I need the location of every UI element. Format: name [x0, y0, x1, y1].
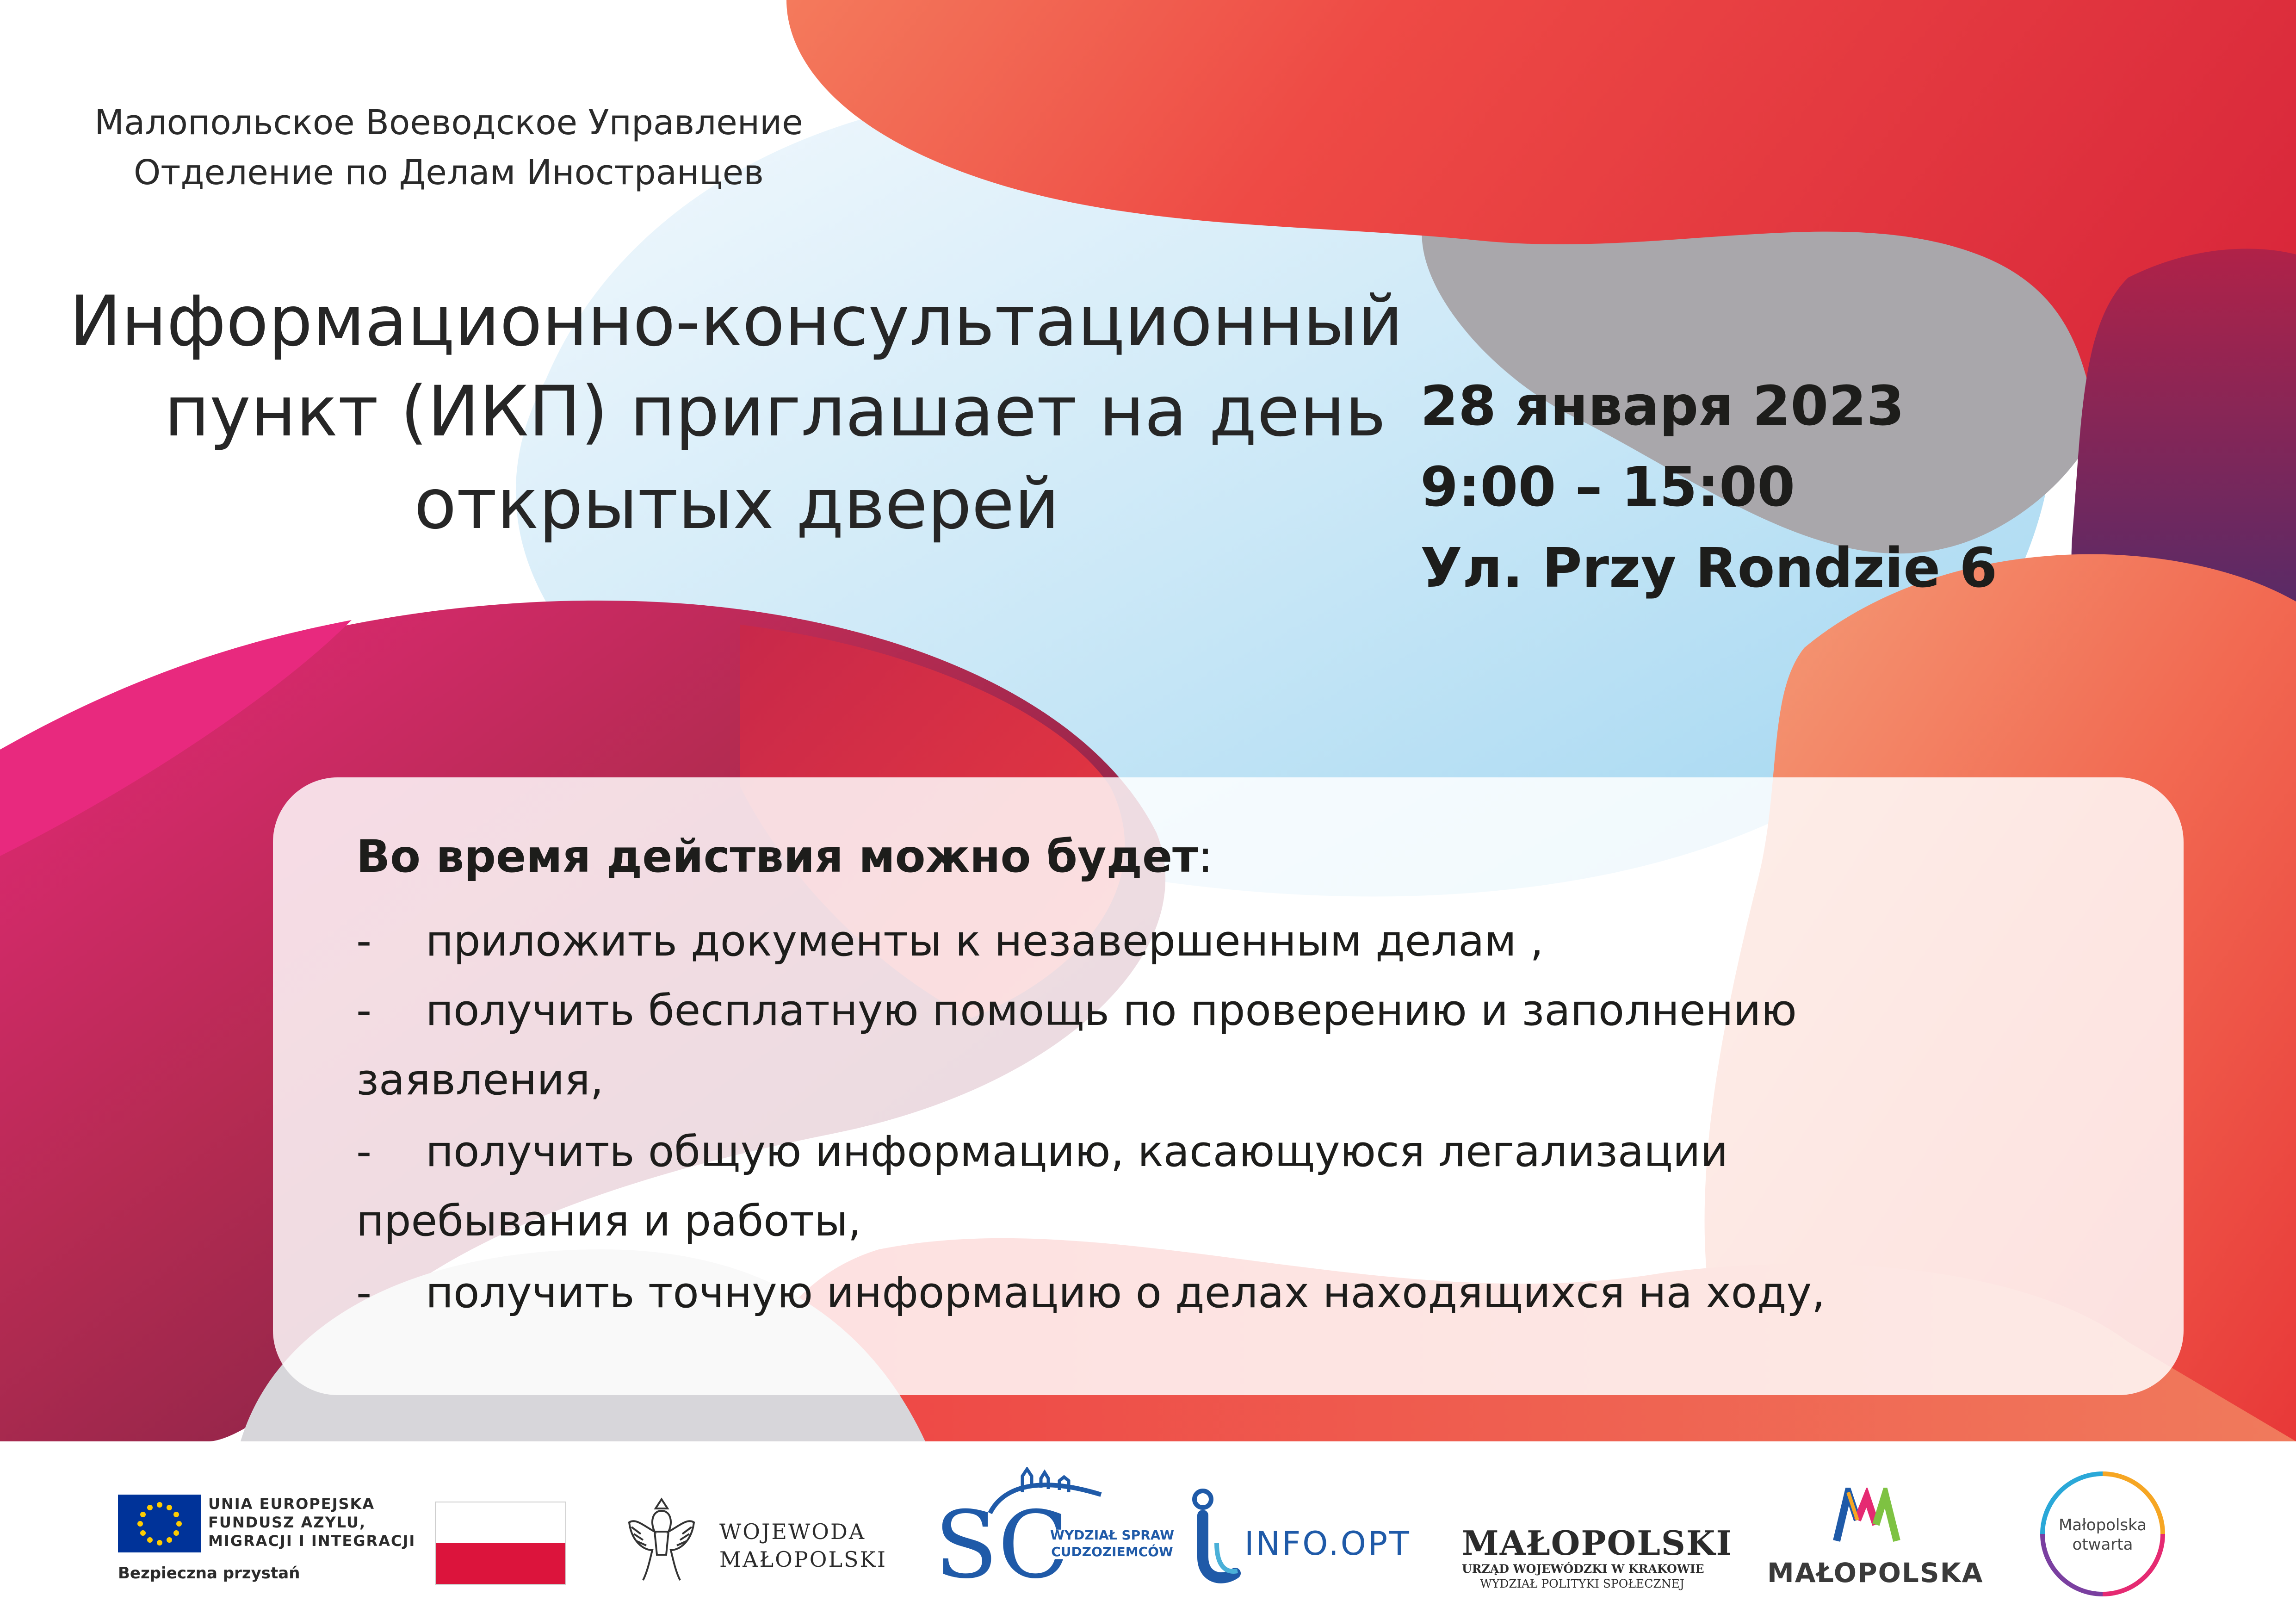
event-address: Ул. Przy Rondzie 6	[1420, 536, 1998, 600]
eu-line-1: UNIA EUROPEJSKA	[208, 1495, 375, 1513]
malopolska-text: MAŁOPOLSKA	[1767, 1557, 1984, 1589]
eu-flag-icon	[118, 1495, 201, 1552]
footer-logos	[0, 1441, 2296, 1620]
event-details	[1420, 366, 1997, 608]
eu-fund-logo	[118, 1495, 416, 1587]
otwarta-text	[2036, 1515, 2170, 1554]
info-i-icon	[1189, 1488, 1244, 1589]
malopolska-otwarta-logo	[2036, 1467, 2170, 1601]
malopolski-line-2: WYDZIAŁ POLITYKI SPOŁECZNEJ	[1480, 1577, 1684, 1590]
sc-letters: SC	[934, 1491, 1069, 1599]
wojewoda-line-2: MAŁOPOLSKI	[719, 1547, 887, 1572]
eu-tagline: Bezpieczna przystań	[118, 1564, 300, 1583]
otwarta-line-2: otwarta	[2072, 1535, 2133, 1554]
malopolska-logo	[1763, 1488, 1984, 1599]
headline-line-2: пункт (ИКП) приглашает на день	[164, 372, 1386, 452]
malopolski-urzad-logo	[1462, 1523, 1733, 1599]
headline-line-3: открытых дверей	[414, 464, 1060, 545]
event-date: 28 января 2023	[1420, 374, 1905, 438]
bullet-dash: -	[356, 916, 372, 966]
malopolska-m-icon	[1832, 1488, 1901, 1543]
bullet-dash: -	[356, 986, 372, 1035]
bullet-dash: -	[356, 1127, 372, 1176]
poland-flag-icon	[435, 1502, 566, 1585]
sc-department-logo	[934, 1467, 1175, 1601]
malopolski-title: MAŁOPOLSKI	[1462, 1523, 1733, 1563]
event-time: 9:00 – 15:00	[1420, 455, 1795, 519]
eu-line-2: FUNDUSZ AZYLU,	[208, 1514, 366, 1531]
info-opt-text: INFO.OPT	[1244, 1525, 1411, 1563]
panel-heading-colon: :	[1198, 831, 1213, 882]
list-item-text: получить общую информацию, касающуюся легализации	[426, 1127, 1728, 1176]
list-item-text: получить точную информацию о делах находящихся на ходу,	[426, 1268, 1826, 1317]
eu-line-3: MIGRACJI I INTEGRACJI	[208, 1532, 416, 1550]
list-item-text: получить бесплатную помощь по проверению и заполнению	[426, 986, 1797, 1035]
sc-line-1: WYDZIAŁ SPRAW	[1050, 1527, 1175, 1543]
wojewoda-line-1: WOJEWODA	[719, 1519, 866, 1544]
list-item-continuation: заявления,	[356, 1055, 604, 1105]
info-opt-logo	[1189, 1488, 1420, 1589]
panel-heading-text: Во время действия можно будет	[356, 831, 1198, 882]
malopolski-line-1: URZĄD WOJEWÓDZKI W KRAKOWIE	[1462, 1562, 1704, 1576]
department-name: Отделение по Делам Иностранцев	[134, 153, 764, 192]
headline-line-1: Информационно-консультационный	[69, 281, 1403, 362]
otwarta-line-1: Małopolska	[2058, 1516, 2147, 1534]
bullet-dash: -	[356, 1268, 372, 1317]
info-panel	[273, 777, 2184, 1395]
sc-text	[1050, 1527, 1174, 1560]
agency-name: Малопольское Воеводское Управление	[94, 103, 803, 143]
list-item-continuation: пребывания и работы,	[356, 1196, 861, 1246]
panel-heading	[356, 831, 1213, 882]
list-item-text: приложить документы к незавершенным делам ,	[426, 916, 1544, 966]
eagle-emblem-icon	[622, 1490, 701, 1587]
wojewoda-logo	[622, 1490, 900, 1592]
sc-line-2: CUDZOZIEMCÓW	[1051, 1544, 1173, 1559]
